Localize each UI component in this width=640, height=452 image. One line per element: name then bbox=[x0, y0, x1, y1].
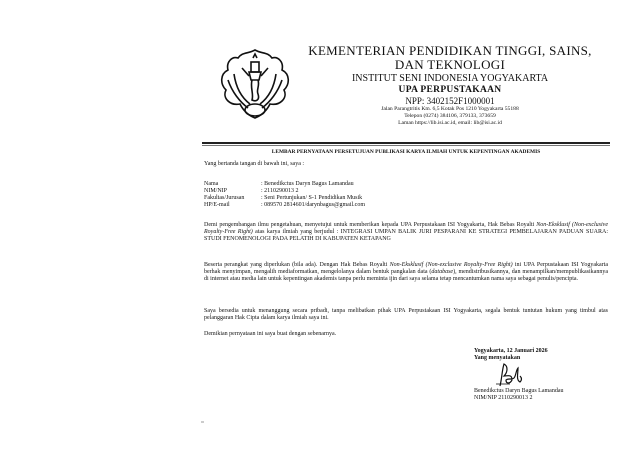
address: Jalan Parangtritis Km. 6,5 Kotak Pos 1210 Yogyakarta 55188 bbox=[381, 106, 519, 112]
signatory-name: Benedikctus Daryn Bagus Lamandau bbox=[474, 388, 564, 394]
institute-name: INSTITUT SENI INDONESIA YOGYAKARTA bbox=[351, 73, 549, 84]
field-value: : Benedikctus Daryn Bagus Lamandau bbox=[261, 181, 354, 187]
paragraph-text: ), mendistribusikannya, dan menampilkan/mempublikasikannya di internet atau media lain untuk kepentingan akademis tanpa perlu meminta ijin dari saya selama tetap mencantumkan nama saya sebagai penulis/pencipta. bbox=[204, 269, 608, 283]
field-value: : 089570 2814601/darynbagus@gmail.com bbox=[261, 202, 366, 208]
intro-text: Yang bertanda tangan di bawah ini, saya : bbox=[204, 161, 305, 167]
paragraph-italic: database bbox=[431, 269, 454, 276]
header-divider-thick bbox=[202, 142, 610, 144]
unit-name: UPA PERPUSTAKAAN bbox=[398, 85, 502, 95]
field-label: Fakultas/Jurusan bbox=[204, 195, 245, 201]
field-row-faculty bbox=[204, 195, 362, 202]
field-label: HP/E-mail bbox=[204, 202, 230, 208]
document-title: LEMBAR PERNYATAAN PERSETUJUAN PUBLIKASI KARYA ILMIAH UNTUK KEPENTINGAN AKADEMIS bbox=[271, 149, 541, 155]
web-email: Laman https://lib.isi.ac.id, email: lib@isi.ac.id bbox=[398, 120, 502, 126]
paragraph-text: Beserta perangkat yang diperlukan (bila ada). Dengan Hak Bebas Royalti bbox=[204, 262, 390, 268]
ministry-name-line2: DAN TEKNOLOGI bbox=[394, 57, 506, 72]
field-label: NIM/NIP bbox=[204, 188, 228, 194]
paragraph-text: Demi pengembangan ilmu pengetahuan, menyetujui untuk memberikan kepada UPA Perpustakaan ISI Yogyakarta, Hak Bebas Royalti bbox=[204, 222, 537, 228]
signatory-nim: NIM/NIP 2110290013 2 bbox=[474, 395, 533, 401]
handwritten-signature-icon bbox=[494, 362, 524, 388]
signature-role: Yang menyatakan bbox=[474, 355, 521, 361]
letterhead bbox=[300, 44, 600, 127]
header-divider-thin bbox=[202, 145, 610, 146]
field-value: : Seni Pertunjukan/ S-1 Pendidikan Musik bbox=[261, 195, 363, 201]
npp-number: NPP: 3402152F1000001 bbox=[405, 96, 495, 106]
field-row-nim bbox=[204, 188, 298, 195]
phone: Telepon (0274) 384106, 379133, 373659 bbox=[404, 113, 496, 119]
paragraph-text: atas karya ilmiah yang berjudul : INTEGRASI UMPAN BALIK JURI PESPARANI KE STRATEGI PEMBELAJARAN PADUAN SUARA: STUDI FENOMENOLOGI PADA PELATIH DI KABUPATEN KETAPANG bbox=[204, 229, 608, 243]
ministry-name-line1: KEMENTERIAN PENDIDIKAN TINGGI, SAINS, bbox=[308, 43, 592, 58]
field-row-name bbox=[204, 181, 354, 188]
paragraph-closing: Demikian pernyataan ini saya buat dengan sebenarnya. bbox=[204, 331, 337, 337]
field-value: : 2110290013 2 bbox=[261, 188, 299, 194]
signature-place-date: Yogyakarta, 12 Januari 2026 bbox=[474, 348, 548, 354]
paragraph-rights bbox=[204, 262, 608, 284]
paragraph-text: ini UPA Perpustakaan ISI Yogyakarta berhak menyimpan, mengalih mediaformatkan, mengelolanya dalam bentuk pangkalan data ( bbox=[204, 262, 608, 276]
field-label: Nama bbox=[204, 181, 219, 187]
paragraph-consent bbox=[204, 222, 608, 244]
paragraph-italic: Non-Eksklusif (Non-exclusive Royalty-Free Right) bbox=[204, 222, 608, 236]
institution-emblem-icon bbox=[212, 44, 298, 124]
paragraph-italic: Non-Eksklusif (Non-exclusive Royalty-Free Right) bbox=[389, 262, 513, 268]
page-mark bbox=[201, 421, 204, 423]
paragraph-liability: Saya bersedia untuk menanggung secara pribadi, tanpa melibatkan pihak UPA Perpustakaan ISI Yogyakarta, segala bentuk tuntutan hukum yang timbul atas pelanggaran Hak Cipta dalam karya ilmiah saya ini. bbox=[204, 308, 608, 322]
field-row-contact bbox=[204, 202, 365, 209]
